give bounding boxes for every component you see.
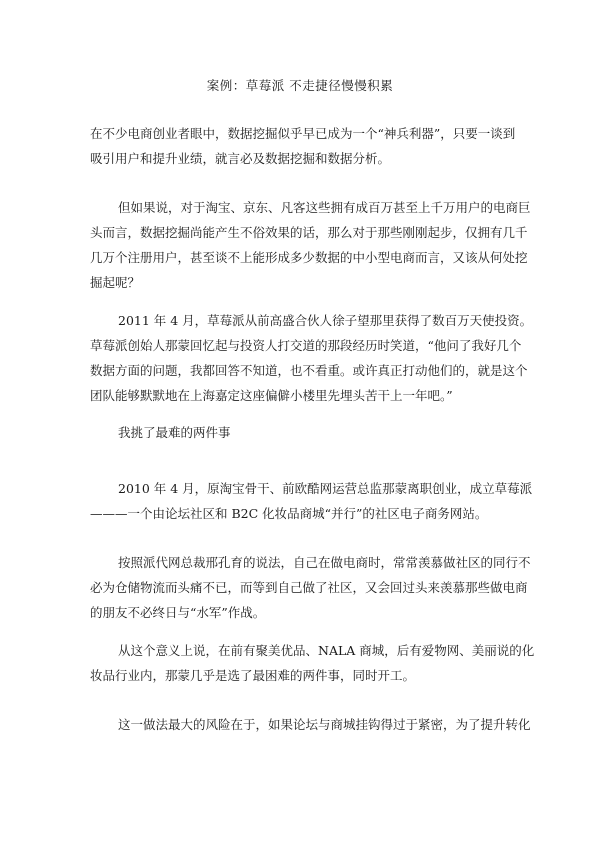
paragraph-line: 这一做法最大的风险在于，如果论坛与商城挂钩得过于紧密，为了提升转化	[118, 717, 531, 732]
paragraph-line: 从这个意义上说，在前有聚美优品、NALA 商城，后有爱物网、美丽说的化	[118, 643, 535, 658]
section-heading-text: 我挑了最难的两件事	[118, 425, 231, 440]
paragraph-7	[90, 712, 531, 737]
section-heading	[90, 420, 515, 445]
paragraph-1	[90, 121, 515, 171]
paragraph-line: 掘起呢？	[90, 275, 141, 290]
paragraph-5	[90, 550, 531, 625]
paragraph-line: 草莓派创始人那蒙回忆起与投资人打交道的那段经历时笑道，“他问了我好几个	[90, 338, 522, 353]
paragraph-line: 几万个注册用户，甚至谈不上能形成多少数据的中小型电商而言，又该从何处挖	[90, 250, 528, 265]
paragraph-line: 按照派代网总裁邢孔育的说法，自己在做电商时，常常羡慕做社区的同行不	[118, 555, 531, 570]
paragraph-line: ———一个由论坛社区和 B2C 化妆品商城“并行”的社区电子商务网站。	[90, 506, 488, 521]
paragraph-line: 头而言，数据挖掘尚能产生不俗效果的话，那么对于那些刚刚起步，仅拥有几千	[90, 225, 528, 240]
paragraph-line: 但如果说，对于淘宝、京东、凡客这些拥有成百万甚至上千万用户的电商巨	[118, 200, 531, 215]
paragraph-line: 2011 年 4 月，草莓派从前高盛合伙人徐子望那里获得了数百万天使投资。	[118, 313, 533, 328]
paragraph-line: 团队能够默默地在上海嘉定这座偏僻小楼里先埋头苦干上一年吧。”	[90, 388, 453, 403]
paragraph-6	[90, 638, 535, 688]
paragraph-line: 数据方面的问题，我都回答不知道，也不看重。或许真正打动他们的，就是这个	[90, 363, 528, 378]
paragraph-4	[90, 476, 533, 526]
paragraph-line: 在不少电商创业者眼中，数据挖掘似乎早已成为一个“神兵利器”，只要一谈到	[90, 126, 516, 141]
paragraph-line: 吸引用户和提升业绩，就言必及数据挖掘和数据分析。	[90, 151, 391, 166]
paragraph-line: 必为仓储物流而头痛不已，而等到自己做了社区，又会回过头来羡慕那些做电商	[90, 580, 528, 595]
paragraph-line: 2010 年 4 月，原淘宝骨干、前欧酷网运营总监那蒙离职创业，成立草莓派	[118, 481, 533, 496]
page-title: 案例：草莓派 不走捷径慢慢积累	[206, 78, 394, 93]
paragraph-3	[90, 308, 533, 408]
paragraph-line: 妆品行业内，那蒙几乎是选了最困难的两件事，同时开工。	[90, 668, 416, 683]
paragraph-line: 的朋友不必终日与“水军”作战。	[90, 605, 266, 620]
paragraph-2	[90, 195, 531, 295]
